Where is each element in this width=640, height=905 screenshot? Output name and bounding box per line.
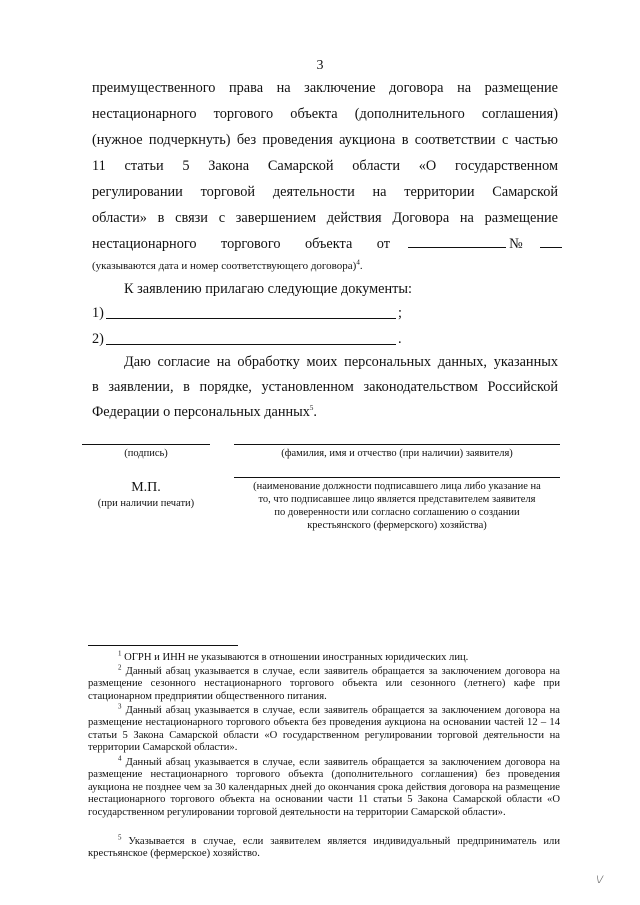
footnote-1-text: ОГРН и ИНН не указываются в отношении иностранных юридических лиц. xyxy=(124,652,469,663)
footnote-separator xyxy=(88,645,238,646)
attachment-item-1-num: 1) xyxy=(92,305,104,321)
page-number: 3 xyxy=(316,58,324,73)
contract-note-text: (указываются дата и номер соответствующего договора) xyxy=(92,260,357,272)
consent-line-3-text: Федерации о персональных данных xyxy=(92,404,310,420)
signature-label: (подпись) xyxy=(124,448,168,459)
paragraph-line-3: (нужное подчеркнуть) без проведения аукциона в соответствии с частью xyxy=(92,132,558,148)
position-label-line-1: (наименование должности подписавшего лица либо указание на xyxy=(253,481,541,492)
footnote-5-text: Указывается в случае, если заявителем является индивидуальный предприниматель или крестьянское (фермерское) хозяйство. xyxy=(88,836,560,860)
footnote-2 xyxy=(88,663,560,703)
applicant-name-field[interactable] xyxy=(234,444,560,445)
footnote-2-num: 2 xyxy=(118,663,122,672)
footnote-4-num: 4 xyxy=(118,754,122,763)
attachments-intro: К заявлению прилагаю следующие документы: xyxy=(124,281,412,297)
position-label-line-3: по доверенности или согласно соглашению о создании xyxy=(274,507,520,518)
attachment-item-2-field[interactable] xyxy=(106,330,396,345)
contract-line xyxy=(92,234,558,254)
paragraph-line-6: области» в связи с завершением действия Договора на размещение xyxy=(92,210,558,226)
stamp-note: (при наличии печати) xyxy=(97,498,195,509)
consent-line-1: Даю согласие на обработку моих персональных данных, указанных xyxy=(124,354,558,370)
consent-line-2: в заявлении, в порядке, установленном законодательством Российской xyxy=(92,379,558,395)
paragraph-line-4: 11 статьи 5 Закона Самарской области «О государственном xyxy=(92,158,558,174)
position-label-line-4: крестьянского (фермерского) хозяйства) xyxy=(307,520,487,531)
attachment-item-1-field[interactable] xyxy=(106,304,396,319)
footnote-1-num: 1 xyxy=(118,649,122,658)
footnote-3-text: Данный абзац указывается в случае, если заявитель обращается за заключением договора на размещение нестационарного торгового объекта без проведения аукциона на основании частей 12 – 14 статьи 5 Закона Самарской области «О государственном регулировании торговой деятельности на территории Самарской области». xyxy=(88,705,560,754)
contract-date-blank[interactable] xyxy=(408,235,506,248)
footnote-5 xyxy=(88,833,560,861)
footnote-1 xyxy=(88,649,560,664)
attachment-item-1-end: ; xyxy=(398,305,402,321)
footnote-4-text: Данный абзац указывается в случае, если заявитель обращается за заключением договора на размещение нестационарного торгового объекта (дополнительного соглашения) без проведения аукциона не позднее чем за 30 календарных дней до окончания срока действия договора на размещение нестационарного торгового объекта на основании части 11 статьи 5 Закона Самарской области «О государственном регулировании торговой деятельности на территории Самарской области». xyxy=(88,757,560,818)
paragraph-line-5: регулировании торговой деятельности на территории Самарской xyxy=(92,184,558,200)
footnote-4 xyxy=(88,754,560,819)
paragraph-line-1: преимущественного права на заключение договора на размещение xyxy=(92,80,558,96)
signature-field[interactable] xyxy=(82,444,210,445)
contract-line-text: нестационарного торгового объекта от xyxy=(92,236,390,252)
consent-line-3 xyxy=(92,402,558,422)
corner-mark: \/ xyxy=(596,872,603,886)
contract-number-sign: № xyxy=(509,236,523,252)
contract-number-blank[interactable] xyxy=(540,235,562,248)
stamp-label: М.П. xyxy=(131,480,161,495)
contract-note-end: . xyxy=(359,260,363,272)
footnote-5-num: 5 xyxy=(118,833,122,842)
footnote-ref-5: 5 xyxy=(309,404,314,413)
footnote-2-text: Данный абзац указывается в случае, если заявитель обращается за заключением договора на размещение сезонного нестационарного торгового объекта или сезонного (летнего) кафе при стационарном предприятии общественного питания. xyxy=(88,666,560,702)
attachment-item-2-num: 2) xyxy=(92,331,104,347)
attachment-item-2-end: . xyxy=(398,331,402,347)
position-label-line-2: то, что подписавшее лицо является представителем заявителя xyxy=(258,494,536,505)
applicant-name-label: (фамилия, имя и отчество (при наличии) заявителя) xyxy=(281,448,513,459)
consent-line-3-end: . xyxy=(313,404,317,420)
contract-note xyxy=(92,256,558,276)
footnote-3-num: 3 xyxy=(118,702,122,711)
paragraph-line-2: нестационарного торгового объекта (дополнительного соглашения) xyxy=(92,106,558,122)
footnote-3 xyxy=(88,702,560,755)
position-field[interactable] xyxy=(234,477,560,478)
footnote-ref-4: 4 xyxy=(356,258,360,267)
